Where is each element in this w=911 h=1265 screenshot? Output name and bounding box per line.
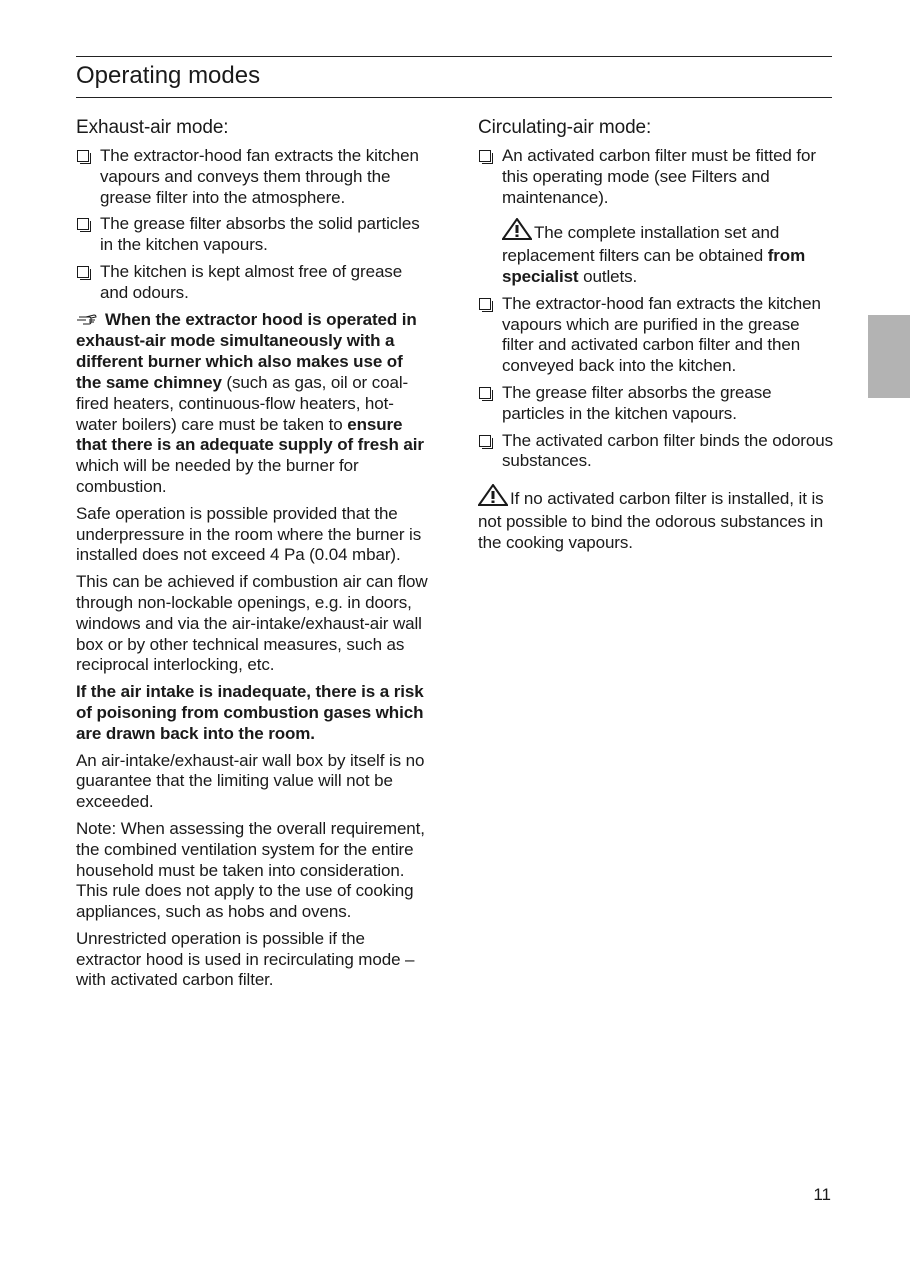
- checkbox-bullet-icon: [479, 387, 491, 399]
- list-item: [76, 146, 431, 208]
- list-item-text: The grease filter absorbs the solid particles in the kitchen vapours.: [100, 214, 420, 255]
- poisoning-warning: If the air intake is inadequate, there is a risk of poisoning from combustion gases which are drawn back into the room.: [76, 682, 424, 743]
- list-item: [478, 146, 833, 208]
- list-item-text: The extractor-hood fan extracts the kitchen vapours and conveys them through the grease filter into the atmosphere.: [100, 146, 419, 207]
- list-item: [76, 214, 431, 256]
- section-tab-marker: [868, 315, 910, 398]
- carbon-filter-warning: [478, 484, 833, 553]
- checkbox-bullet-icon: [77, 266, 89, 278]
- chimney-note: [76, 310, 431, 498]
- combustion-air-paragraph: This can be achieved if combustion air can flow through non-lockable openings, e.g. in doors, windows and via the air-intake/exhaust-air wall box or by other technical measures, such as reciprocal interlocking, etc.: [76, 572, 428, 675]
- checkbox-bullet-icon: [77, 150, 89, 162]
- page-number: 11: [813, 1185, 831, 1204]
- list-item-text: An activated carbon filter must be fitted for this operating mode (see Filters and maintenance).: [502, 146, 816, 207]
- circulating-air-column: [478, 116, 833, 560]
- wall-box-paragraph: An air-intake/exhaust-air wall box by itself is no guarantee that the limiting value will not be exceeded.: [76, 750, 425, 812]
- checkbox-bullet-icon: [479, 150, 491, 162]
- list-item-text: The grease filter absorbs the grease particles in the kitchen vapours.: [502, 382, 772, 423]
- title-underline: [76, 97, 832, 98]
- warning-triangle-icon: [478, 484, 508, 512]
- circulating-bullet-list-2: [478, 294, 833, 472]
- chimney-note-text-1: (such as gas, oil or coal-fired heaters, continuous-flow heaters, hot-water boilers) care must be taken to: [76, 372, 409, 434]
- chimney-note-bold-1: When the extractor hood is operated in exhaust-air mode simultaneously with a different burner which also makes use of the same chimney: [76, 309, 417, 392]
- exhaust-heading: Exhaust-air mode:: [76, 117, 229, 138]
- checkbox-bullet-icon: [479, 435, 491, 447]
- page-title: Operating modes: [76, 62, 261, 89]
- circulating-heading: Circulating-air mode:: [478, 117, 652, 138]
- carbon-filter-warning-text: If no activated carbon filter is installed, it is not possible to bind the odorous substances in the cooking vapours.: [478, 489, 824, 552]
- pointing-hand-icon: [76, 311, 102, 332]
- ventilation-note-paragraph: Note: When assessing the overall requirement, the combined ventilation system for the entire household must be taken into consideration. This rule does not apply to the use of cooking appliances, such as hobs and ovens.: [76, 818, 425, 922]
- safe-operation-paragraph: Safe operation is possible provided that the underpressure in the room where the burner is installed does not exceed 4 Pa (0.04 mbar).: [76, 503, 422, 565]
- top-rule: [76, 56, 832, 57]
- checkbox-bullet-icon: [479, 298, 491, 310]
- installation-note-text-1: The complete installation set and replacement filters can be obtained: [502, 223, 780, 266]
- checkbox-bullet-icon: [77, 218, 89, 230]
- chimney-note-text-2: which will be needed by the burner for combustion.: [76, 456, 359, 496]
- list-item: [478, 431, 833, 473]
- exhaust-air-column: [76, 116, 431, 997]
- exhaust-bullet-list: [76, 146, 431, 304]
- list-item: [478, 383, 833, 425]
- installation-note-bold: from specialist: [502, 246, 806, 286]
- unrestricted-operation-paragraph: Unrestricted operation is possible if the extractor hood is used in recirculating mode – with activated carbon filter.: [76, 928, 415, 990]
- chimney-note-bold-2: ensure that there is an adequate supply of fresh air: [76, 414, 424, 455]
- warning-triangle-icon: [502, 218, 532, 246]
- circulating-bullet-list: [478, 146, 833, 208]
- installation-set-note: [478, 218, 833, 287]
- list-item: [478, 294, 833, 377]
- list-item: [76, 262, 431, 304]
- list-item-text: The activated carbon filter binds the odorous substances.: [502, 430, 833, 471]
- list-item-text: The extractor-hood fan extracts the kitchen vapours which are purified in the grease filter and activated carbon filter and then conveyed back into the kitchen.: [502, 293, 821, 376]
- installation-note-text-2: outlets.: [578, 266, 638, 286]
- list-item-text: The kitchen is kept almost free of grease and odours.: [100, 261, 403, 302]
